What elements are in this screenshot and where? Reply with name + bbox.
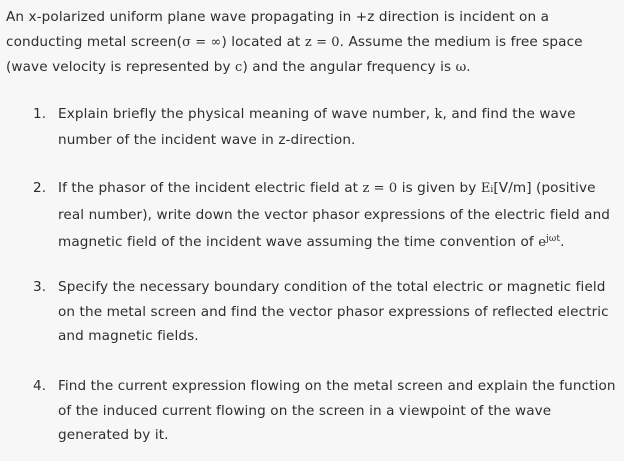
question-text: Find the current expression flowing on the metal screen and explain the function of the induced current flowing on the screen in a viewpoint of the wave generated by it. (58, 378, 616, 443)
intro-line-3: (wave velocity is represented by c) and the angular frequency is ω. (6, 59, 471, 75)
omega-math: ω (455, 60, 467, 75)
question-1 (33, 102, 618, 152)
intro-line-1: An x-polarized uniform plane wave propagating in +z direction is incident on a (6, 9, 550, 25)
problem-intro (6, 5, 616, 81)
question-text: Explain briefly the physical meaning of wave number, k, and find the wave number of the incident wave in z-direction. (58, 106, 576, 148)
sigma-infinity-math: σ = ∞ (182, 34, 222, 50)
question-number: 4. (33, 378, 47, 394)
question-number: 3. (33, 279, 47, 295)
question-2 (33, 176, 618, 256)
question-number: 2. (33, 180, 47, 196)
z-zero-math: z = 0 (304, 34, 340, 50)
time-convention-math: $e^{j\omega t}$ (538, 234, 561, 250)
c-math: c (235, 60, 243, 75)
question-number: 1. (33, 106, 47, 122)
question-text: Specify the necessary boundary condition of the total electric or magnetic field on the metal screen and find the vector phasor expressions of reflected electric and magnetic fields. (58, 279, 609, 344)
intro-line-2: conducting metal screen(σ = ∞) located at z = 0. Assume the medium is free space (6, 33, 583, 50)
ei-math: Ei (480, 181, 494, 196)
question-text: If the phasor of the incident electric field at z = 0 is given by Ei[V/m] (positive real number), write down the vector phasor expressions of the electric field and magnetic field of the incident wave assuming the time convention of $e^{j\omega t}$. (58, 180, 611, 250)
z-zero-math: z = 0 (362, 181, 398, 196)
question-3 (33, 275, 618, 349)
question-4 (33, 374, 618, 448)
k-math: k (434, 107, 443, 122)
